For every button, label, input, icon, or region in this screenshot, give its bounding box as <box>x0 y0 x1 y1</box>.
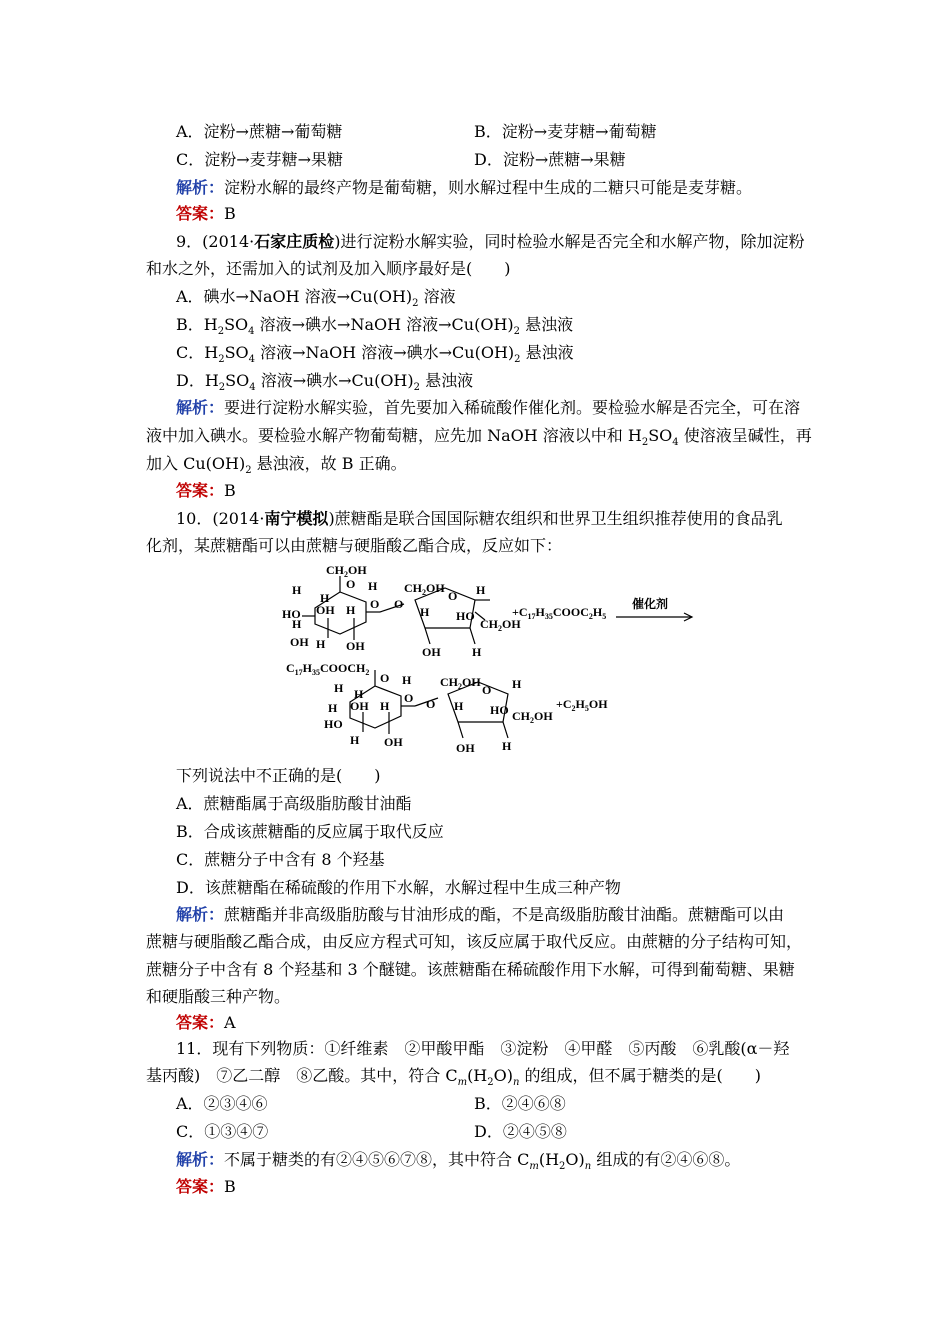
q9-option-a: A．碘水→NaOH 溶液$\to Cu(OH)_2$ 溶液 <box>176 287 456 310</box>
svg-text:H: H <box>328 701 338 715</box>
svg-text:H: H <box>472 645 482 659</box>
q10-option-c: C．蔗糖分子中含有 8 个羟基 <box>176 850 385 869</box>
analysis-label: 解析： <box>176 398 225 417</box>
svg-text:O: O <box>380 671 390 685</box>
svg-text:CH2OH: $CH_2OH$ <box>480 617 521 633</box>
answer-value: B <box>224 481 236 500</box>
svg-text:O: O <box>394 597 404 611</box>
svg-text:H: H <box>420 605 430 619</box>
svg-text:+C2H5OH: $+C_2H_5OH$ <box>556 697 608 713</box>
svg-text:H: H <box>292 617 302 631</box>
q9-analysis-line2: 液中加入碘水。要检验水解产物葡萄糖，应先加 NaOH 溶液以中和 $H_2SO_4$ 使溶液呈碱性，再 <box>146 426 812 449</box>
catalyst-label: 催化剂 <box>632 597 669 611</box>
answer-value: B <box>224 204 236 223</box>
svg-text:HO: HO <box>490 703 509 717</box>
svg-text:H: H <box>512 677 522 691</box>
answer-label: 答案： <box>176 481 225 500</box>
svg-text:OH: OH <box>384 735 403 749</box>
answer-label: 答案： <box>176 204 225 223</box>
q10-option-d: D．该蔗糖酯在稀硫酸的作用下水解，水解过程中生成三种产物 <box>176 878 621 897</box>
svg-text:H: H <box>368 579 378 593</box>
q8-answer <box>176 203 236 225</box>
svg-text:OH: OH <box>316 603 335 617</box>
svg-text:CH2OH: $CH_2OH$ <box>326 563 367 579</box>
q8-option-b: B．淀粉→麦芽糖→葡萄糖 <box>474 122 657 141</box>
svg-text:O: O <box>448 589 458 603</box>
analysis-label: 解析： <box>176 178 225 197</box>
svg-text:H: H <box>350 733 360 747</box>
q10-option-a: A．蔗糖酯属于高级脂肪酸甘油酯 <box>176 794 412 813</box>
svg-text:H: H <box>454 699 464 713</box>
svg-text:O: O <box>346 577 356 591</box>
q10-analysis-line2: 蔗糖与硬脂酸乙酯合成，由反应方程式可知，该反应属于取代反应。由蔗糖的分子结构可知， <box>146 932 803 951</box>
q10-answer <box>176 1012 236 1034</box>
analysis-label: 解析： <box>176 905 225 924</box>
svg-text:H: H <box>380 699 390 713</box>
question-number: 9．(2014· <box>176 232 255 251</box>
q9-stem-line1 <box>176 231 805 253</box>
question-source: 石家庄质检 <box>254 232 335 251</box>
svg-text:CH2OH: $CH_2OH$ <box>440 675 481 691</box>
svg-text:O: O <box>404 691 414 705</box>
q10-stem-line1 <box>176 508 783 530</box>
analysis-text: 蔗糖酯并非高级脂肪酸与甘油形成的酯，不是高级脂肪酸甘油酯。蔗糖酯可以由 <box>224 905 785 924</box>
svg-text:HO: HO <box>282 607 301 621</box>
answer-label: 答案： <box>176 1177 225 1196</box>
q10-option-b: B．合成该蔗糖酯的反应属于取代反应 <box>176 822 444 841</box>
q9-analysis-line1: 解析：要进行淀粉水解实验，首先要加入稀硫酸作催化剂。要检验水解是否完全，可在溶 <box>176 398 801 417</box>
q11-stem-line2: 基丙酸) ⑦乙二醇 ⑧乙酸。其中，符合 $C_m(H_2O)_n$ 的组成，但不属于糖类的是( ) <box>146 1066 762 1089</box>
svg-text:OH: OH <box>350 699 369 713</box>
question-number: 10．(2014· <box>176 509 265 528</box>
q10-analysis-line4: 和硬脂酸三种产物。 <box>146 987 291 1006</box>
q11-option-a: A．②③④⑥ <box>176 1094 268 1113</box>
svg-text:H: H <box>292 583 302 597</box>
svg-text:+C17H35COOC2H5: $+C_{17}H_{35}COOC_2H_5$ <box>512 605 607 621</box>
answer-value: B <box>224 1177 236 1196</box>
q10-analysis-line3: 蔗糖分子中含有 8 个羟基和 3 个醚键。该蔗糖酯在稀硫酸作用下水解，可得到葡萄糖、果糖 <box>146 960 795 979</box>
q9-analysis-line3: 加入 $Cu(OH)_2$ 悬浊液，故 B 正确。 <box>146 454 407 477</box>
svg-text:H: H <box>320 591 330 605</box>
analysis-text: 淀粉水解的最终产物是葡萄糖，则水解过程中生成的二糖只可能是麦芽糖。 <box>224 178 753 197</box>
q11-analysis: 解析：不属于糖类的有②④⑤⑥⑦⑧，其中符合 $C_m(H_2O)_n$ 组成的有②④⑥⑧。 <box>176 1150 741 1173</box>
svg-text:CH2OH: $CH_2OH$ <box>512 709 553 725</box>
svg-text:O: O <box>482 683 492 697</box>
svg-text:O: O <box>370 597 380 611</box>
q9-option-c: C．$H_2SO_4$ 溶液→NaOH 溶液→碘水$\to Cu(OH)_2$ 悬浊液 <box>176 343 574 366</box>
q11-option-c: C．①③④⑦ <box>176 1122 269 1141</box>
q9-stem-line2: 和水之外，还需加入的试剂及加入顺序最好是( ) <box>146 259 511 278</box>
svg-text:H: H <box>476 583 486 597</box>
q11-stem-line1: 11．现有下列物质：①纤维素 ②甲酸甲酯 ③淀粉 ④甲醛 ⑤丙酸 ⑥乳酸(α－羟 <box>176 1039 790 1058</box>
svg-text:OH: OH <box>346 639 365 653</box>
q8-option-d: D．淀粉→蔗糖→果糖 <box>474 150 626 169</box>
q9-option-d: D．$H_2SO_4$ 溶液→碘水$\to Cu(OH)_2$ 悬浊液 <box>176 371 474 394</box>
svg-text:H: H <box>346 603 356 617</box>
q9-answer <box>176 480 236 502</box>
q11-option-b: B．②④⑥⑧ <box>474 1094 566 1113</box>
q8-analysis <box>176 177 752 199</box>
q9-option-b: B．$H_2SO_4$ 溶液→碘水→NaOH 溶液$\to Cu(OH)_2$ 悬浊液 <box>176 315 574 338</box>
q11-option-d: D．②④⑤⑧ <box>474 1122 567 1141</box>
question-source: 南宁模拟 <box>264 509 329 528</box>
q10-question: 下列说法中不正确的是( ) <box>176 766 381 785</box>
q8-option-c: C．淀粉→麦芽糖→果糖 <box>176 150 344 169</box>
q11-answer <box>176 1176 236 1198</box>
question-text: )进行淀粉水解实验，同时检验水解是否完全和水解产物，除加淀粉 <box>334 232 805 251</box>
svg-text:OH: OH <box>456 741 475 755</box>
svg-text:H: H <box>354 687 364 701</box>
svg-text:H: H <box>402 673 412 687</box>
q10-stem-line2: 化剂，某蔗糖酯可以由蔗糖与硬脂酸乙酯合成，反应如下： <box>146 536 563 555</box>
svg-text:H: H <box>502 739 512 753</box>
svg-text:HO: HO <box>324 717 343 731</box>
svg-text:CH2OH: $CH_2OH$ <box>404 581 445 597</box>
svg-text:HO: HO <box>456 609 475 623</box>
question-text: )蔗糖酯是联合国国际糖农组织和世界卫生组织推荐使用的食品乳 <box>328 509 783 528</box>
answer-label: 答案： <box>176 1013 225 1032</box>
svg-text:O: O <box>426 697 436 711</box>
reaction-scheme <box>280 560 710 760</box>
svg-text:H: H <box>334 681 344 695</box>
svg-text:C17H35COOCH2: $C_{17}H_{35}COOCH_2$ <box>286 661 370 677</box>
answer-value: A <box>224 1013 236 1032</box>
analysis-label: 解析： <box>176 1150 225 1169</box>
svg-text:H: H <box>316 637 326 651</box>
svg-text:OH: OH <box>422 645 441 659</box>
svg-text:OH: OH <box>290 635 309 649</box>
q10-analysis-line1 <box>176 904 784 926</box>
q8-option-a: A．淀粉→蔗糖→葡萄糖 <box>176 122 343 141</box>
